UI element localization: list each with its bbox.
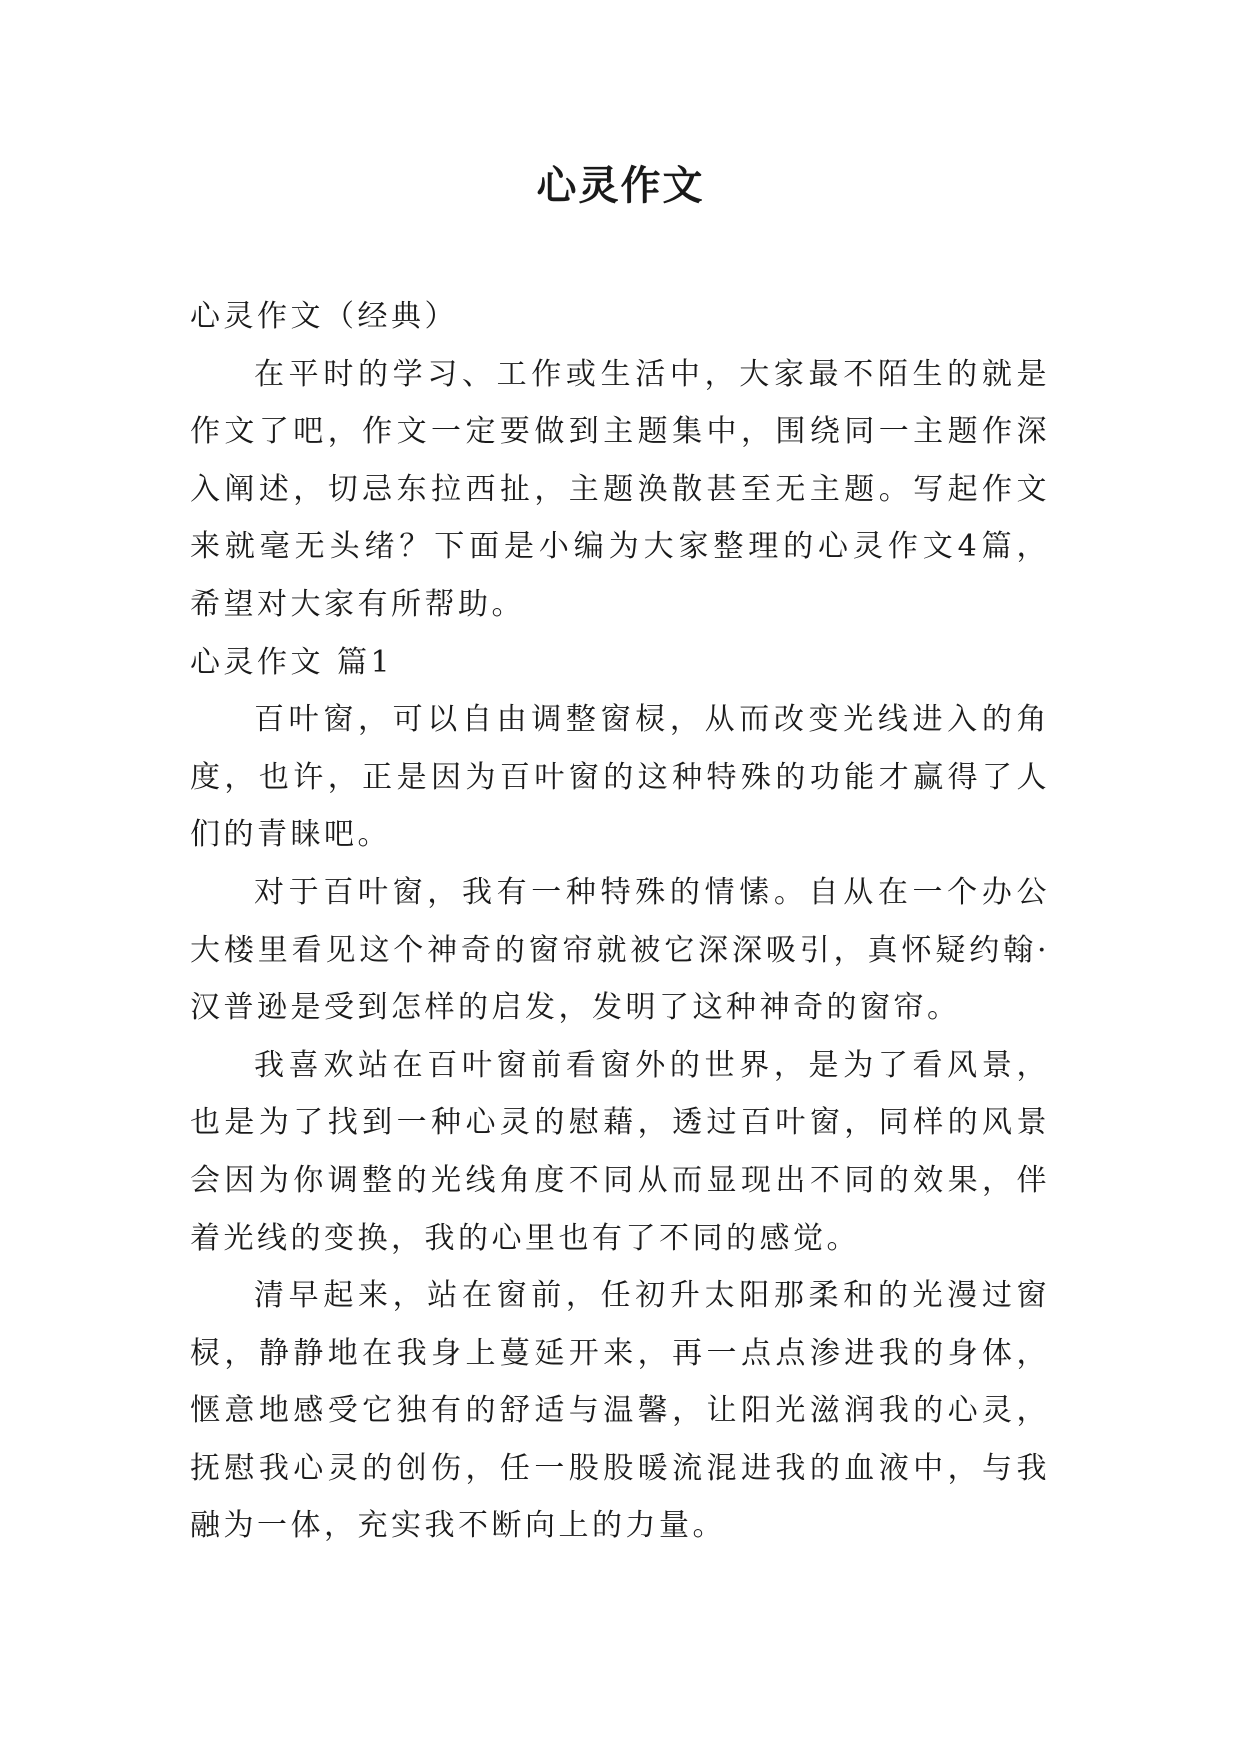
document-title: 心灵作文: [536, 163, 705, 209]
body-paragraph: 清早起来，站在窗前，任初升太阳那柔和的光漫过窗棂，静静地在我身上蔓延开来，再一点点渗进我的身体，惬意地感受它独有的舒适与温馨，让阳光滋润我的心灵，抚慰我心灵的创伤，任一股股暖流混进我的血液中，与我融为一体，充实我不断向上的力量。: [190, 1278, 1050, 1544]
body-paragraph: 百叶窗，可以自由调整窗棂，从而改变光线进入的角度，也许，正是因为百叶窗的这种特殊的功能才赢得了人们的青睐吧。: [190, 702, 1050, 853]
document-subtitle: 心灵作文（经典）: [190, 299, 458, 334]
document-body: [190, 288, 1050, 1555]
body-paragraph: 对于百叶窗，我有一种特殊的情愫。自从在一个办公大楼里看见这个神奇的窗帘就被它深深吸引，真怀疑约翰·汉普逊是受到怎样的启发，发明了这种神奇的窗帘。: [190, 874, 1050, 1026]
section-heading: 心灵作文 篇1: [190, 644, 394, 680]
intro-paragraph: 在平时的学习、工作或生活中，大家最不陌生的就是作文了吧，作文一定要做到主题集中，围绕同一主题作深入阐述，切忌东拉西扯，主题涣散甚至无主题。写起作文来就毫无头绪？下面是小编为大家整理的心灵作文4篇，希望对大家有所帮助。: [190, 356, 1050, 622]
body-paragraph: 我喜欢站在百叶窗前看窗外的世界，是为了看风景，也是为了找到一种心灵的慰藉，透过百叶窗，同样的风景会因为你调整的光线角度不同从而显现出不同的效果，伴着光线的变换，我的心里也有了不同的感觉。: [190, 1047, 1050, 1256]
